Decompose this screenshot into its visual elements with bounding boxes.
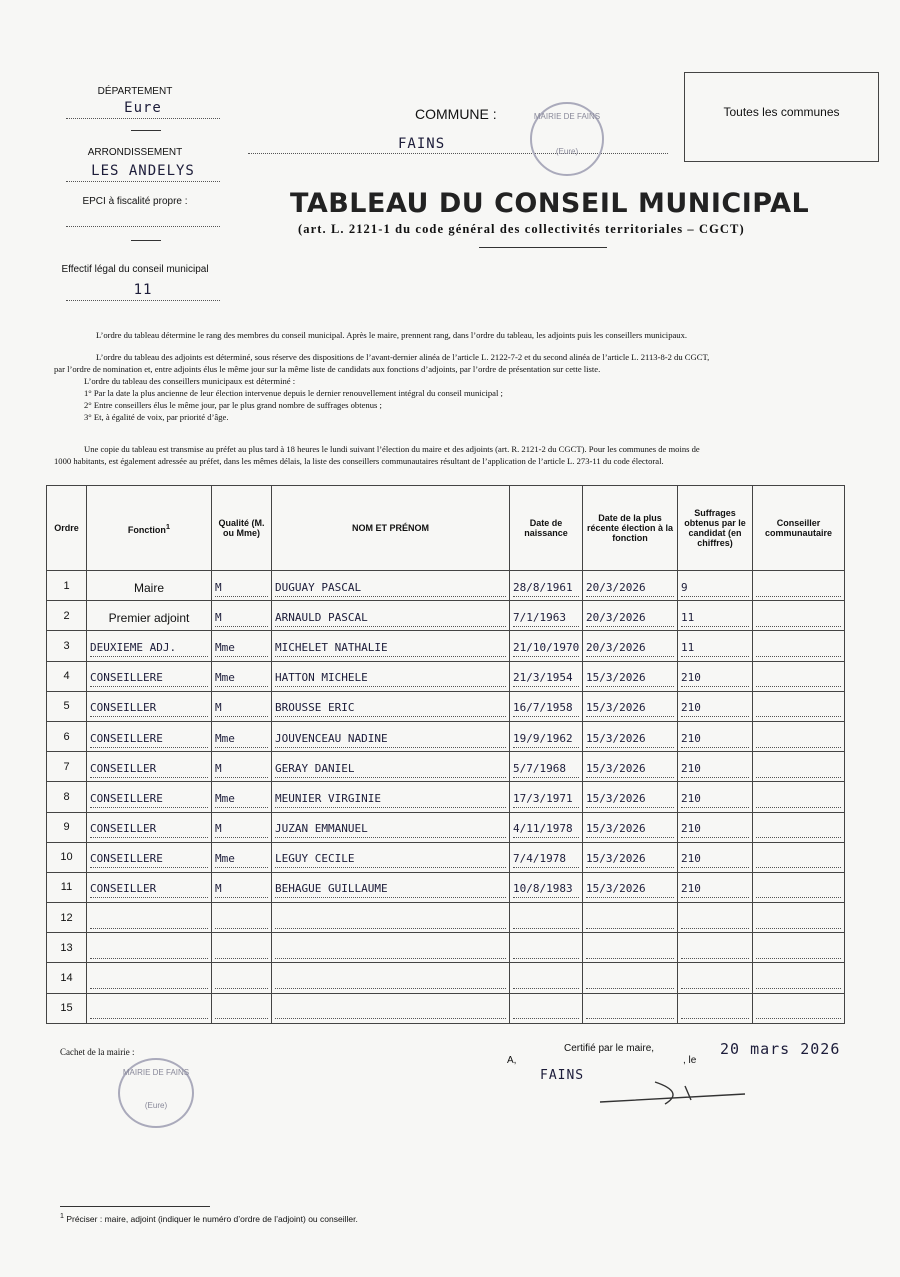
row-fonction: CONSEILLER [90, 882, 208, 898]
table-row [47, 571, 845, 601]
row-suffrages: 9 [681, 581, 749, 597]
row-suffrages-cell [678, 872, 753, 902]
row-conseiller-cell [753, 721, 845, 751]
commune-label: COMMUNE : [415, 106, 497, 122]
header-qualite: Qualité (M. ou Mme) [212, 486, 272, 571]
row-nom-cell [272, 661, 510, 691]
row-suffrages-cell [678, 752, 753, 782]
row-fonction [90, 913, 208, 929]
row-nom-cell [272, 812, 510, 842]
row-ordre: 1 [47, 571, 87, 601]
row-election [586, 943, 674, 959]
row-conseiller [756, 671, 841, 687]
row-qualite [215, 973, 268, 989]
row-fonction-cell [87, 631, 212, 661]
row-suffrages [681, 913, 749, 929]
row-fonction: CONSEILLERE [90, 852, 208, 868]
row-qualite [215, 913, 268, 929]
row-election-cell [583, 872, 678, 902]
row-conseiller [756, 822, 841, 838]
row-election: 15/3/2026 [586, 762, 674, 778]
row-fonction [90, 973, 208, 989]
row-conseiller-cell [753, 872, 845, 902]
table-row [47, 661, 845, 691]
commune-value: FAINS [248, 136, 668, 154]
row-fonction-cell [87, 571, 212, 601]
paragraph-ordre: L’ordre du tableau détermine le rang des membres du conseil municipal. Après le maire, prennent rang, dans l’ordre du tableau, les adjoints puis les conseillers municipaux. [96, 330, 688, 340]
row-naissance: 21/3/1954 [513, 671, 579, 687]
row-conseiller-cell [753, 963, 845, 993]
table-row [47, 933, 845, 963]
row-nom-cell [272, 782, 510, 812]
row-conseiller-cell [753, 842, 845, 872]
row-conseiller [756, 762, 841, 778]
row-naissance-cell [510, 872, 583, 902]
row-ordre: 15 [47, 993, 87, 1023]
row-ordre: 2 [47, 601, 87, 631]
row-fonction-cell [87, 661, 212, 691]
row-election-cell [583, 631, 678, 661]
row-fonction-cell [87, 782, 212, 812]
row-nom-cell [272, 993, 510, 1023]
table-row [47, 872, 845, 902]
toutes-communes-box: Toutes les communes [684, 72, 879, 162]
effectif-label: Effectif légal du conseil municipal [61, 264, 209, 275]
row-qualite-cell [212, 661, 272, 691]
row-qualite: Mme [215, 641, 268, 657]
epci-value-line [66, 214, 220, 227]
row-nom-cell [272, 752, 510, 782]
row-qualite-cell [212, 993, 272, 1023]
row-ordre: 14 [47, 963, 87, 993]
row-ordre: 10 [47, 842, 87, 872]
row-naissance-cell [510, 661, 583, 691]
row-qualite [215, 1003, 268, 1019]
table-row [47, 812, 845, 842]
row-naissance: 5/7/1968 [513, 762, 579, 778]
row-ordre: 7 [47, 752, 87, 782]
row-ordre: 9 [47, 812, 87, 842]
footnote: $^1$ Préciser : maire, adjoint (indiquer le numéro d’ordre de l’adjoint) ou conseiller. [60, 1212, 358, 1224]
header-election: Date de la plus récente élection à la fonction [583, 486, 678, 571]
row-election-cell [583, 661, 678, 691]
row-nom-cell [272, 601, 510, 631]
departement-value: Eure [66, 100, 220, 119]
paragraph-rule-1: 1° Par la date la plus ancienne de leur élection intervenue depuis le dernier renouvellement intégral du conseil municipal ; [84, 388, 503, 398]
row-conseiller-cell [753, 812, 845, 842]
page-subtitle: (art. L. 2121-1 du code général des collectivités territoriales – CGCT) [298, 222, 745, 236]
table-row [47, 782, 845, 812]
row-suffrages: 210 [681, 701, 749, 717]
row-election: 15/3/2026 [586, 852, 674, 868]
row-suffrages-cell [678, 571, 753, 601]
row-suffrages-cell [678, 963, 753, 993]
row-suffrages: 210 [681, 671, 749, 687]
row-fonction-cell [87, 933, 212, 963]
row-election-cell [583, 933, 678, 963]
row-conseiller [756, 792, 841, 808]
row-naissance: 21/10/1970 [513, 641, 579, 657]
table-row [47, 842, 845, 872]
row-naissance-cell [510, 963, 583, 993]
row-ordre: 4 [47, 661, 87, 691]
row-conseiller [756, 611, 841, 627]
row-fonction: CONSEILLERE [90, 732, 208, 748]
header-suffrages: Suffrages obtenus par le candidat (en chiffres) [678, 486, 753, 571]
row-suffrages: 210 [681, 852, 749, 868]
paragraph-copie-1: Une copie du tableau est transmise au préfet au plus tard à 18 heures le lundi suivant l’élection du maire et des adjoints (art. R. 2121-2 du CGCT). Pour les communes de moins de [84, 444, 700, 454]
le-label: , le [683, 1055, 697, 1066]
row-conseiller-cell [753, 571, 845, 601]
row-nom-cell [272, 571, 510, 601]
row-election [586, 1003, 674, 1019]
row-naissance-cell [510, 752, 583, 782]
row-suffrages-cell [678, 782, 753, 812]
title-underline [479, 247, 607, 248]
row-qualite-cell [212, 812, 272, 842]
row-nom-cell [272, 691, 510, 721]
row-qualite-cell [212, 721, 272, 751]
row-ordre: 13 [47, 933, 87, 963]
header-ordre: Ordre [47, 486, 87, 571]
row-conseiller-cell [753, 752, 845, 782]
row-suffrages [681, 1003, 749, 1019]
row-fonction: CONSEILLER [90, 701, 208, 717]
row-naissance: 17/3/1971 [513, 792, 579, 808]
row-suffrages: 11 [681, 641, 749, 657]
row-qualite: M [215, 762, 268, 778]
row-election [586, 913, 674, 929]
row-naissance-cell [510, 903, 583, 933]
row-fonction: DEUXIEME ADJ. [90, 641, 208, 657]
row-naissance [513, 973, 579, 989]
row-ordre: 6 [47, 721, 87, 751]
row-conseiller [756, 732, 841, 748]
row-conseiller-cell [753, 993, 845, 1023]
row-conseiller-cell [753, 691, 845, 721]
row-election: 15/3/2026 [586, 701, 674, 717]
departement-label: DÉPARTEMENT [97, 86, 173, 97]
table-row [47, 752, 845, 782]
row-qualite-cell [212, 752, 272, 782]
row-nom: LEGUY CECILE [275, 852, 506, 868]
row-election: 20/3/2026 [586, 581, 674, 597]
row-naissance [513, 1003, 579, 1019]
arrondissement-value: LES ANDELYS [66, 163, 220, 182]
row-election-cell [583, 721, 678, 751]
row-naissance-cell [510, 933, 583, 963]
row-naissance: 10/8/1983 [513, 882, 579, 898]
row-suffrages-cell [678, 631, 753, 661]
row-nom-cell [272, 963, 510, 993]
row-naissance-cell [510, 691, 583, 721]
row-suffrages: 210 [681, 882, 749, 898]
cachet-label: Cachet de la mairie : [60, 1047, 135, 1057]
cachet-stamp: MAIRIE DE FAINS (Eure) [118, 1058, 194, 1128]
row-nom: ARNAULD PASCAL [275, 611, 506, 627]
a-label: A, [507, 1055, 517, 1066]
row-conseiller [756, 701, 841, 717]
row-qualite: M [215, 701, 268, 717]
row-naissance [513, 913, 579, 929]
row-fonction: CONSEILLERE [90, 671, 208, 687]
row-naissance: 28/8/1961 [513, 581, 579, 597]
row-ordre: 3 [47, 631, 87, 661]
row-suffrages [681, 973, 749, 989]
paragraph-adjoints-1: L’ordre du tableau des adjoints est déterminé, sous réserve des dispositions de l’avant-dernier alinéa de l’article L. 2122-7-2 et du second alinéa de l’article L. 2113-8-2 du CGCT, [96, 352, 710, 362]
paragraph-conseillers: L’ordre du tableau des conseillers municipaux est déterminé : [84, 376, 296, 386]
row-conseiller [756, 581, 841, 597]
row-fonction-cell [87, 691, 212, 721]
row-naissance: 4/11/1978 [513, 822, 579, 838]
row-fonction: CONSEILLER [90, 762, 208, 778]
row-qualite-cell [212, 691, 272, 721]
row-nom [275, 973, 506, 989]
row-conseiller [756, 882, 841, 898]
row-suffrages-cell [678, 933, 753, 963]
row-nom-cell [272, 933, 510, 963]
paragraph-copie-2: 1000 habitants, est également adressée au préfet, dans les mêmes délais, la liste des conseillers communautaires résultant de l’application de l’article L. 273-11 du code électoral. [54, 456, 664, 466]
row-naissance: 7/1/1963 [513, 611, 579, 627]
row-qualite: Mme [215, 671, 268, 687]
row-election-cell [583, 993, 678, 1023]
row-naissance: 16/7/1958 [513, 701, 579, 717]
row-naissance [513, 943, 579, 959]
row-election: 15/3/2026 [586, 882, 674, 898]
row-suffrages: 210 [681, 762, 749, 778]
row-conseiller [756, 913, 841, 929]
row-nom-cell [272, 872, 510, 902]
row-election-cell [583, 571, 678, 601]
row-naissance-cell [510, 782, 583, 812]
row-naissance: 19/9/1962 [513, 732, 579, 748]
header-nom: NOM ET PRÉNOM [272, 486, 510, 571]
row-fonction-cell [87, 963, 212, 993]
row-suffrages: 210 [681, 822, 749, 838]
place-value: FAINS [540, 1068, 585, 1083]
paragraph-rule-2: 2° Entre conseillers élus le même jour, par le plus grand nombre de suffrages obtenus ; [84, 400, 382, 410]
row-election: 15/3/2026 [586, 732, 674, 748]
row-election-cell [583, 601, 678, 631]
row-qualite: Mme [215, 792, 268, 808]
row-nom [275, 943, 506, 959]
row-qualite-cell [212, 601, 272, 631]
row-fonction-cell [87, 812, 212, 842]
row-nom: JUZAN EMMANUEL [275, 822, 506, 838]
row-qualite-cell [212, 903, 272, 933]
row-conseiller [756, 1003, 841, 1019]
row-fonction-cell [87, 903, 212, 933]
row-conseiller-cell [753, 631, 845, 661]
row-qualite: Mme [215, 732, 268, 748]
row-suffrages: 210 [681, 792, 749, 808]
row-nom: MICHELET NATHALIE [275, 641, 506, 657]
row-qualite-cell [212, 933, 272, 963]
row-qualite: M [215, 611, 268, 627]
conseil-table [46, 485, 845, 1024]
divider [131, 130, 161, 131]
paragraph-adjoints-2: par l’ordre de nomination et, entre adjoints élus le même jour sur la même liste de candidats aux fonctions d’adjoints, par l’ordre de présentation sur cette liste. [54, 364, 601, 374]
row-suffrages-cell [678, 842, 753, 872]
footnote-rule [60, 1206, 210, 1207]
row-conseiller-cell [753, 903, 845, 933]
row-ordre: 5 [47, 691, 87, 721]
row-naissance-cell [510, 631, 583, 661]
row-nom [275, 913, 506, 929]
row-suffrages: 210 [681, 732, 749, 748]
arrondissement-label: ARRONDISSEMENT [87, 147, 183, 158]
row-election: 20/3/2026 [586, 641, 674, 657]
row-naissance-cell [510, 842, 583, 872]
row-election-cell [583, 782, 678, 812]
row-fonction [90, 943, 208, 959]
row-conseiller [756, 943, 841, 959]
page-title: TABLEAU DU CONSEIL MUNICIPAL [290, 188, 810, 219]
row-election-cell [583, 752, 678, 782]
row-qualite-cell [212, 571, 272, 601]
row-suffrages: 11 [681, 611, 749, 627]
row-election-cell [583, 812, 678, 842]
table-row [47, 993, 845, 1023]
table-row [47, 601, 845, 631]
table-row [47, 963, 845, 993]
row-suffrages-cell [678, 661, 753, 691]
row-election [586, 973, 674, 989]
row-nom-cell [272, 631, 510, 661]
row-nom: BEHAGUE GUILLAUME [275, 882, 506, 898]
row-qualite-cell [212, 963, 272, 993]
table-header-row [47, 486, 845, 571]
row-suffrages-cell [678, 691, 753, 721]
row-qualite-cell [212, 782, 272, 812]
row-conseiller [756, 973, 841, 989]
row-nom: MEUNIER VIRGINIE [275, 792, 506, 808]
certifie-label: Certifié par le maire, [564, 1043, 655, 1054]
row-ordre: 8 [47, 782, 87, 812]
row-suffrages-cell [678, 601, 753, 631]
row-election-cell [583, 903, 678, 933]
row-suffrages-cell [678, 903, 753, 933]
row-naissance: 7/4/1978 [513, 852, 579, 868]
row-nom-cell [272, 903, 510, 933]
row-ordre: 11 [47, 872, 87, 902]
row-nom: GERAY DANIEL [275, 762, 506, 778]
row-qualite: M [215, 882, 268, 898]
table-row [47, 691, 845, 721]
divider [131, 240, 161, 241]
row-election: 15/3/2026 [586, 671, 674, 687]
epci-label: EPCI à fiscalité propre : [82, 196, 188, 207]
row-election: 20/3/2026 [586, 611, 674, 627]
row-suffrages-cell [678, 812, 753, 842]
row-fonction: CONSEILLER [90, 822, 208, 838]
row-nom-cell [272, 721, 510, 751]
row-qualite: M [215, 581, 268, 597]
row-fonction: Maire [133, 581, 164, 596]
row-fonction-cell [87, 601, 212, 631]
header-naissance: Date de naissance [510, 486, 583, 571]
row-conseiller-cell [753, 933, 845, 963]
mairie-stamp: MAIRIE DE FAINS (Eure) [530, 102, 604, 176]
row-fonction-cell [87, 842, 212, 872]
row-fonction-cell [87, 721, 212, 751]
maire-signature [595, 1078, 755, 1108]
row-qualite-cell [212, 872, 272, 902]
table-row [47, 721, 845, 751]
row-nom-cell [272, 842, 510, 872]
paragraph-rule-3: 3° Et, à égalité de voix, par priorité d’âge. [84, 412, 229, 422]
row-nom: DUGUAY PASCAL [275, 581, 506, 597]
row-qualite: M [215, 822, 268, 838]
row-naissance-cell [510, 601, 583, 631]
row-conseiller [756, 852, 841, 868]
row-nom [275, 1003, 506, 1019]
row-election: 15/3/2026 [586, 792, 674, 808]
table-row [47, 631, 845, 661]
row-suffrages-cell [678, 721, 753, 751]
row-conseiller [756, 641, 841, 657]
row-fonction-cell [87, 752, 212, 782]
row-conseiller-cell [753, 601, 845, 631]
row-election: 15/3/2026 [586, 822, 674, 838]
header-fonction: Fonction$^1$ [87, 486, 212, 571]
row-conseiller-cell [753, 661, 845, 691]
row-nom: BROUSSE ERIC [275, 701, 506, 717]
effectif-value: 11 [66, 282, 220, 301]
date-value: 20 mars 2026 [720, 1040, 841, 1058]
row-naissance-cell [510, 812, 583, 842]
row-suffrages [681, 943, 749, 959]
row-fonction-cell [87, 993, 212, 1023]
row-naissance-cell [510, 571, 583, 601]
row-suffrages-cell [678, 993, 753, 1023]
row-qualite-cell [212, 631, 272, 661]
row-fonction: Premier adjoint [108, 611, 190, 626]
row-election-cell [583, 842, 678, 872]
row-naissance-cell [510, 993, 583, 1023]
header-conseiller: Conseiller communautaire [753, 486, 845, 571]
table-row [47, 903, 845, 933]
row-qualite: Mme [215, 852, 268, 868]
row-election-cell [583, 963, 678, 993]
row-nom: JOUVENCEAU NADINE [275, 732, 506, 748]
row-qualite [215, 943, 268, 959]
row-fonction [90, 1003, 208, 1019]
row-qualite-cell [212, 842, 272, 872]
row-fonction: CONSEILLERE [90, 792, 208, 808]
row-ordre: 12 [47, 903, 87, 933]
row-conseiller-cell [753, 782, 845, 812]
row-naissance-cell [510, 721, 583, 751]
row-election-cell [583, 691, 678, 721]
row-nom: HATTON MICHELE [275, 671, 506, 687]
row-fonction-cell [87, 872, 212, 902]
